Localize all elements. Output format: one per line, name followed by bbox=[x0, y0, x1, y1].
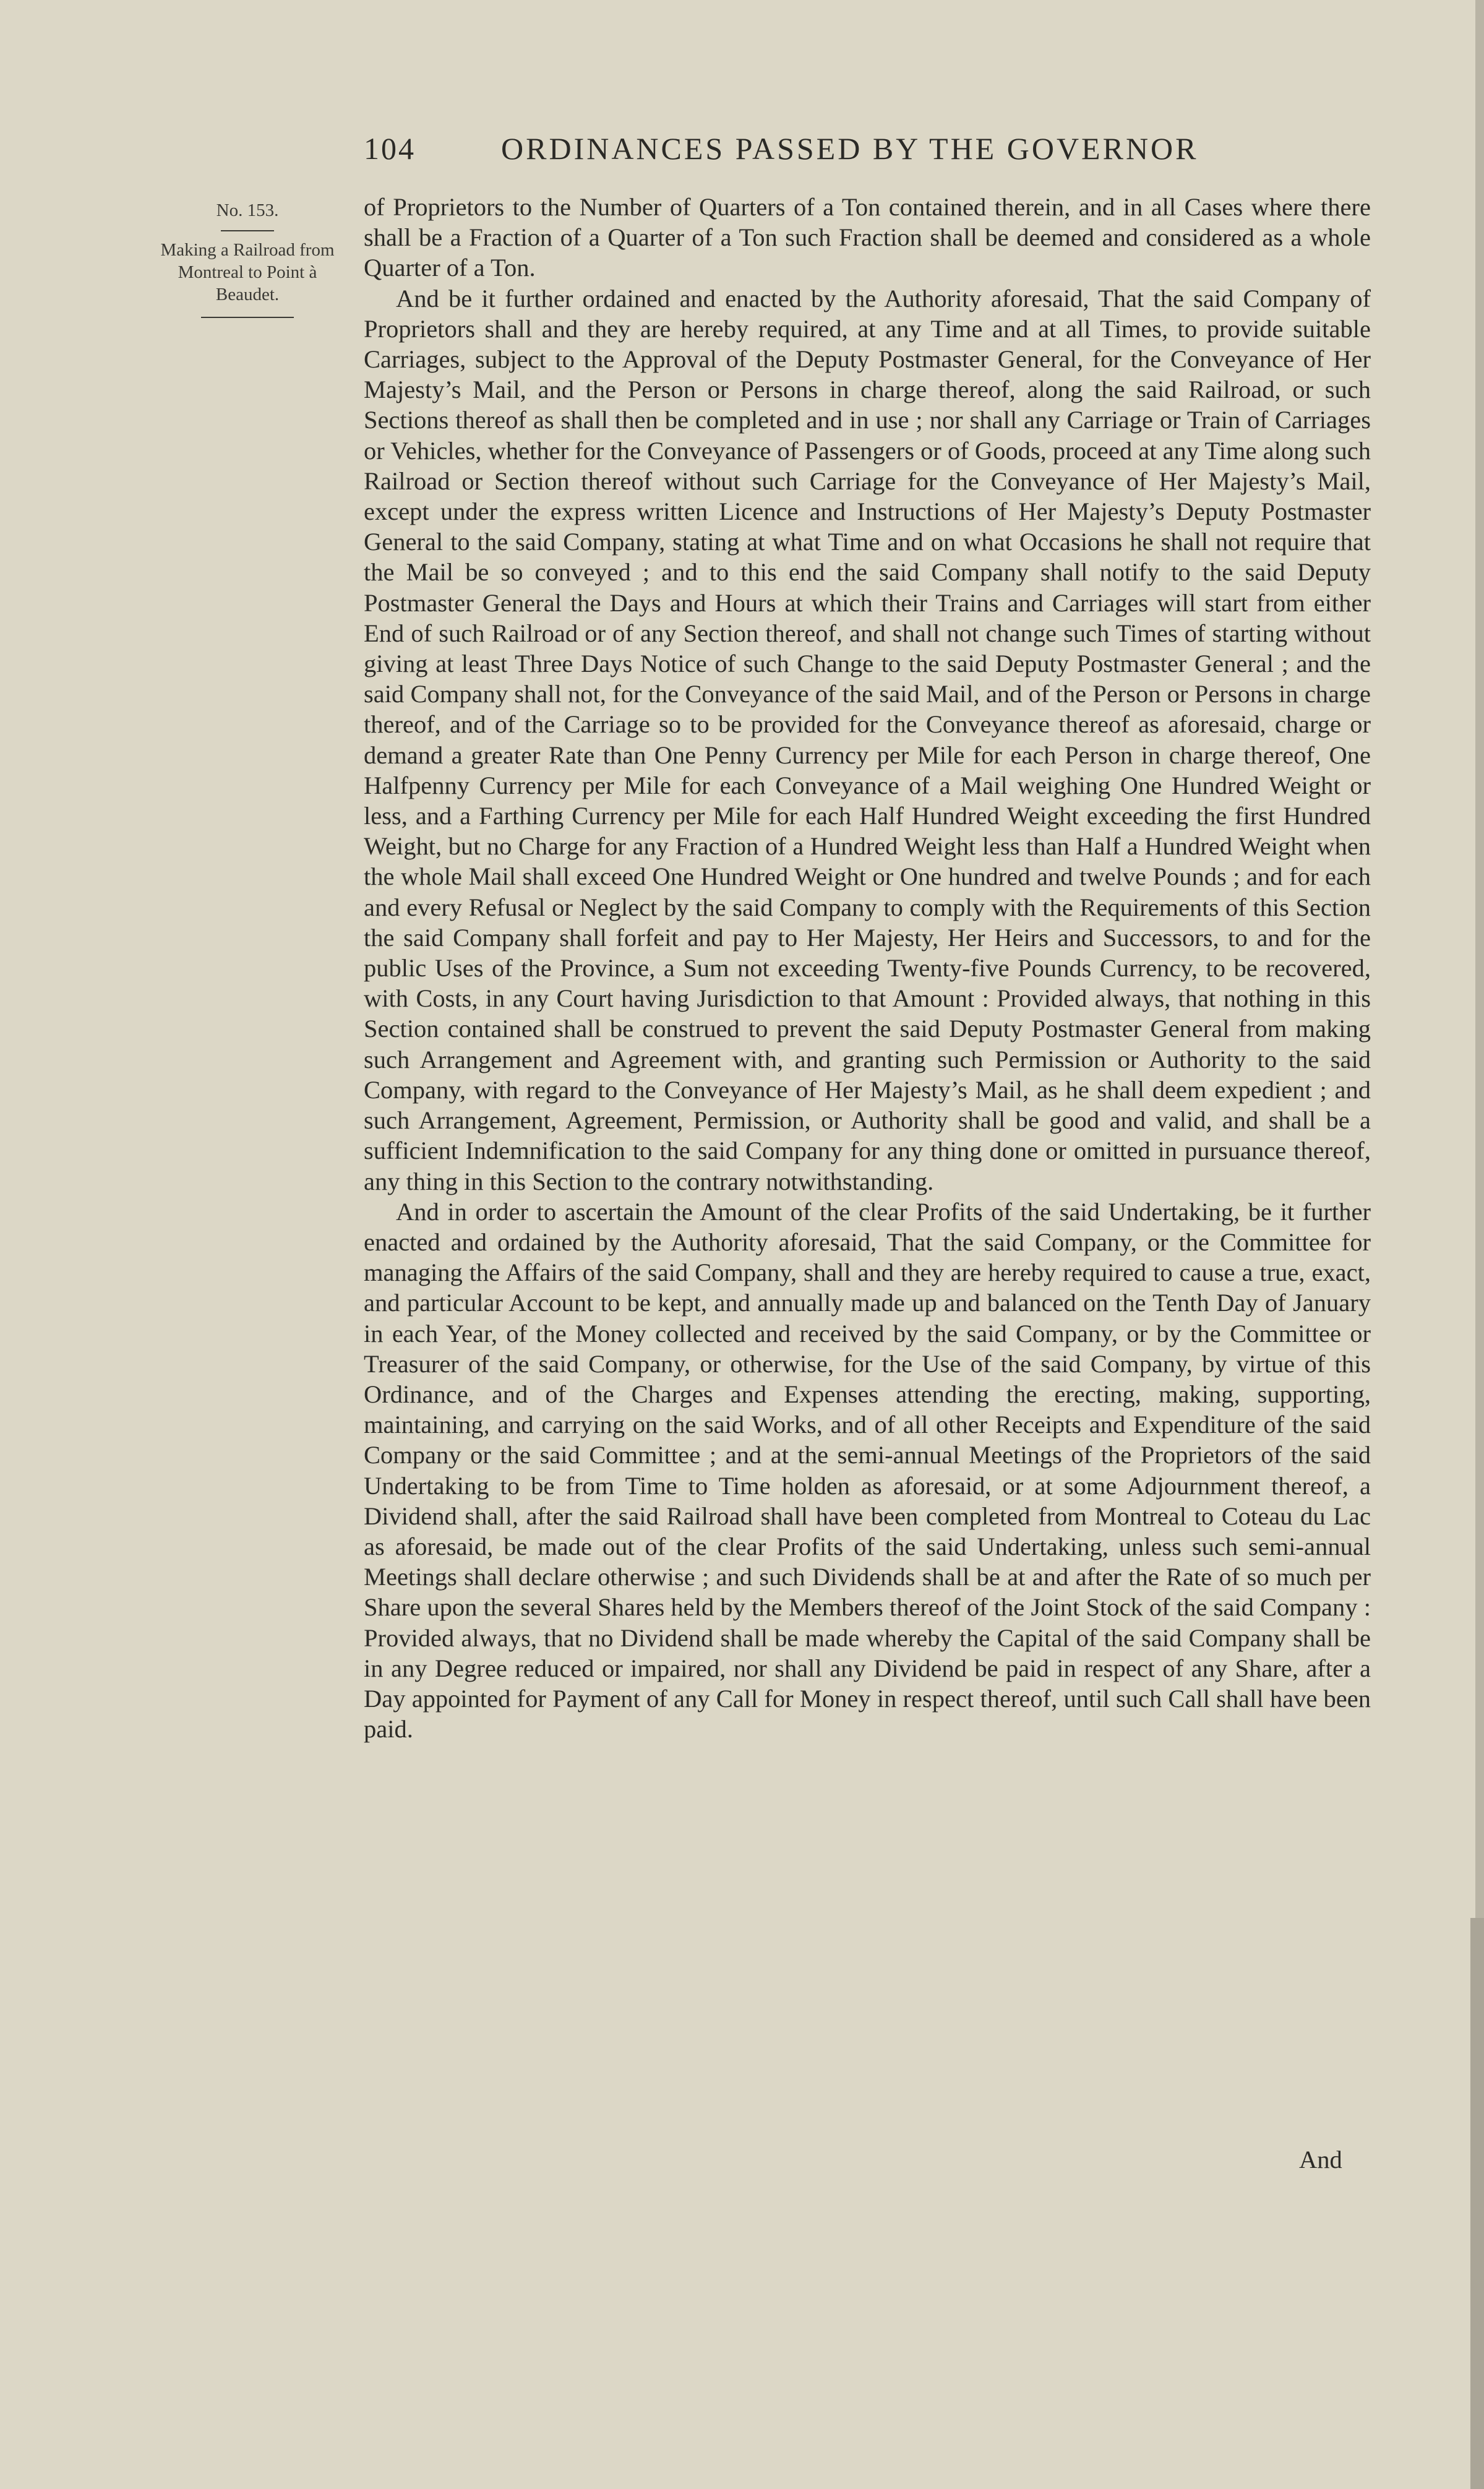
page-edge-shadow-lower bbox=[1470, 1918, 1484, 2489]
paragraph-profits-dividends: And in order to ascertain the Amount of the clear Profits of the said Undertaking, be it further enacted and ordained by the Authority aforesaid, That the said Company, or the Committee for managing the Affairs of the said Company, shall and they are hereby required to cause a true, exact, and particular Account to be kept, and annually made up and balanced on the Tenth Day of January in each Year, of the Money collected and received by the said Company, or by the Committee or Treasurer of the said Company, or otherwise, for the Use of the said Company, by virtue of this Ordinance, and of the Charges and Expenses attending the erecting, making, supporting, maintaining, and carrying on the said Works, and of all other Receipts and Expenditure of the said Company or the said Committee ; and at the semi-annual Meetings of the Proprietors of the said Undertaking to be from Time to Time holden as aforesaid, or at some Adjournment thereof, a Dividend shall, after the said Railroad shall have been completed from Montreal to Coteau du Lac as aforesaid, be made out of the clear Profits of the said Undertaking, unless such semi-annual Meetings shall declare otherwise ; and such Dividends shall be at and after the Rate of so much per Share upon the several Shares held by the Members thereof of the Joint Stock of the said Company : Provided always, that no Dividend shall be made whereby the Capital of the said Company shall be in any Degree reduced or impaired, nor shall any Dividend be paid in respect of any Share, after a Day appointed for Payment of any Call for Money in respect thereof, until such Call shall have been paid. bbox=[364, 1197, 1371, 1743]
ordinance-number: No. 153. bbox=[216, 200, 279, 220]
margin-note bbox=[148, 199, 346, 318]
catchword: And bbox=[1299, 2146, 1342, 2173]
ordinance-body bbox=[364, 192, 1371, 1744]
page-title: ORDINANCES PASSED BY THE GOVERNOR bbox=[501, 131, 1199, 166]
page-number: 104 bbox=[364, 131, 416, 166]
paragraph-mail-conveyance: And be it further ordained and enacted by the Authority aforesaid, That the said Company of Proprietors shall and they are hereby required, at any Time and at all Times, to provide suitable Carriages, subject to the Approval of the Deputy Postmaster General, for the Conveyance of Her Majesty’s Mail, and the Person or Persons in charge thereof, along the said Railroad, or such Sections thereof as shall then be completed and in use ; nor shall any Carriage or Train of Carriages or Vehicles, whether for the Conveyance of Passengers or of Goods, proceed at any Time along such Railroad or Section thereof without such Carriage for the Conveyance of Her Majesty’s Mail, except under the express written Licence and Instructions of Her Majesty’s Deputy Postmaster General to the said Company, stating at what Time and on what Occasions he shall not require that the Mail be so conveyed ; and to this end the said Company shall notify to the said Deputy Postmaster General the Days and Hours at which their Trains and Carriages will start from either End of such Railroad or of any Section thereof, and shall not change such Times of starting without giving at least Three Days Notice of such Change to the said Deputy Postmaster General ; and the said Company shall not, for the Conveyance of the said Mail, and of the Person or Persons in charge thereof, and of the Carriage so to be provided for the Conveyance thereof as aforesaid, charge or demand a greater Rate than One Penny Currency per Mile for each Person in charge thereof, One Halfpenny Currency per Mile for each Conveyance of a Mail weighing One Hundred Weight or less, and a Farthing Currency per Mile for each Half Hundred Weight exceeding the first Hundred Weight, but no Charge for any Fraction of a Hundred Weight less than Half a Hundred Weight when the whole Mail shall exceed One Hundred Weight or One hundred and twelve Pounds ; and for each and every Refusal or Neglect by the said Company to comply with the Requirements of this Section the said Company shall forfeit and pay to Her Majesty, Her Heirs and Successors, to and for the public Uses of the Province, a Sum not exceeding Twenty-five Pounds Currency, to be recovered, with Costs, in any Court having Jurisdiction to that Amount : Provided always, that nothing in this Section contained shall be construed to prevent the said Deputy Postmaster General from making such Arrangement and Agreement with, and granting such Permission or Authority to the said Company, with regard to the Conveyance of Her Majesty’s Mail, as he shall deem expedient ; and such Arrangement, Agreement, Permission, or Authority shall be good and valid, and shall be a sufficient Indemnification to the said Company for any thing done or omitted in pursuance thereof, any thing in this Section to the contrary notwithstanding. bbox=[364, 284, 1371, 1195]
margin-divider-short bbox=[221, 230, 274, 231]
margin-divider-long bbox=[201, 317, 294, 318]
paragraph-continuation: of Proprietors to the Number of Quarters of a Ton contained therein, and in all Cases where there shall be a Fraction of a Quarter of a Ton such Fraction shall be deemed and considered as a whole Quarter of a Ton. bbox=[364, 193, 1371, 282]
margin-note-text: Making a Railroad from Montreal to Point à Beaudet. bbox=[160, 240, 335, 304]
running-head bbox=[364, 127, 1224, 170]
